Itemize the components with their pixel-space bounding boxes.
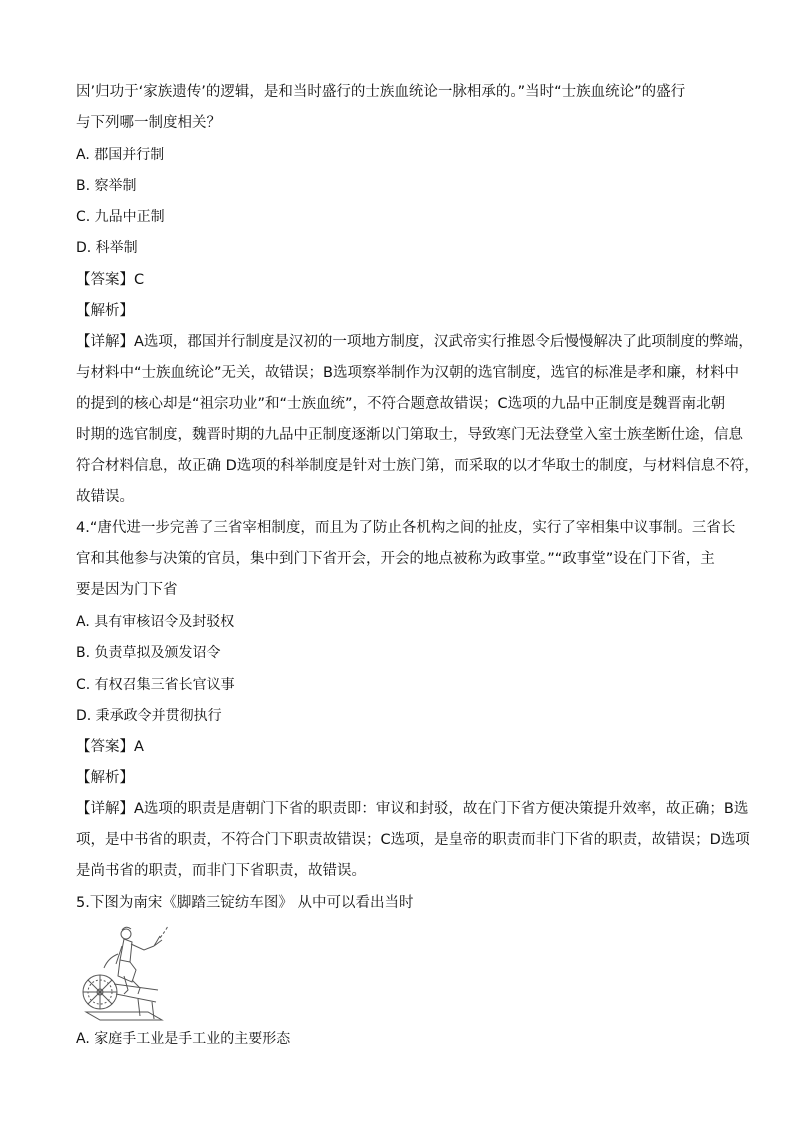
q4-detail-line-1: 【详解】A选项的职责是唐朝门下省的职责即：审议和封驳，故在门下省方便决策提升效率，故正确；B选 xyxy=(76,801,749,817)
q3-option-b: B. 察举制 xyxy=(76,178,137,194)
q3-option-c: C. 九品中正制 xyxy=(76,209,165,225)
q4-detail-line-2: 项，是中书省的职责，不符合门下职责故错误；C选项，是皇帝的职责而非门下省的职责，故错误；D选项 xyxy=(76,832,750,848)
q4-stem-line-3: 要是因为门下省 xyxy=(76,582,178,598)
q4-stem-line-1: 4.“唐代进一步完善了三省宰相制度，而且为了防止各机构之间的扯皮，实行了宰相集中议事制。三省长 xyxy=(76,520,736,536)
q4-stem-line-2: 官和其他参与决策的官员，集中到门下省开会，开会的地点被称为政事堂。”“政事堂”设在门下省，主 xyxy=(76,551,715,567)
q3-option-d: D. 科举制 xyxy=(76,240,138,256)
q3-detail-line-4: 时期的选官制度，魏晋时期的九品中正制度逐渐以门第取士，导致寒门无法登堂入室士族垄断仕途，信息 xyxy=(76,427,743,443)
q3-detail-line-5: 符合材料信息，故正确 D选项的科举制度是针对士族门第，而采取的以才华取士的制度，与材料信息不符， xyxy=(76,458,759,474)
q5-stem-line-1: 5.下图为南宋《脚踏三锭纺车图》 从中可以看出当时 xyxy=(76,895,414,911)
q4-analysis-label: 【解析】 xyxy=(76,770,134,786)
q4-answer: 【答案】A xyxy=(76,739,144,755)
q4-detail-line-3: 是尚书省的职责，而非门下省职责，故错误。 xyxy=(76,863,366,879)
q3-detail-line-1: 【详解】A选项，郡国并行制度是汉初的一项地方制度，汉武帝实行推恩令后慢慢解决了此项制度的弊端， xyxy=(76,334,753,350)
q4-option-d: D. 秉承政令并贯彻执行 xyxy=(76,708,222,724)
q4-option-b: B. 负责草拟及颁发诏令 xyxy=(76,645,221,661)
spinning-wheel-illustration xyxy=(78,924,172,1024)
q4-option-a: A. 具有审核诏令及封驳权 xyxy=(76,614,235,630)
q3-option-a: A. 郡国并行制 xyxy=(76,147,165,163)
q3-answer: 【答案】C xyxy=(76,272,145,288)
q3-analysis-label: 【解析】 xyxy=(76,303,134,319)
q3-detail-line-6: 故错误。 xyxy=(76,489,134,505)
q3-detail-line-3: 的提到的核心却是“祖宗功业”和“士族血统”，不符合题意故错误；C选项的九品中正制度是魏晋南北朝 xyxy=(76,396,726,412)
q3-stem-line-2: 与下列哪一制度相关？ xyxy=(76,115,221,131)
q3-stem-line-1: 因’归功于‘家族遗传’的逻辑，是和当时盛行的士族血统论一脉相承的。”当时“士族血统论”的盛行 xyxy=(76,84,686,100)
q3-detail-line-2: 与材料中“士族血统论”无关，故错误；B选项察举制作为汉朝的选官制度，选官的标准是孝和廉，材料中 xyxy=(76,365,739,381)
q5-option-a: A. 家庭手工业是手工业的主要形态 xyxy=(76,1031,291,1047)
q4-option-c: C. 有权召集三省长官议事 xyxy=(76,677,235,693)
